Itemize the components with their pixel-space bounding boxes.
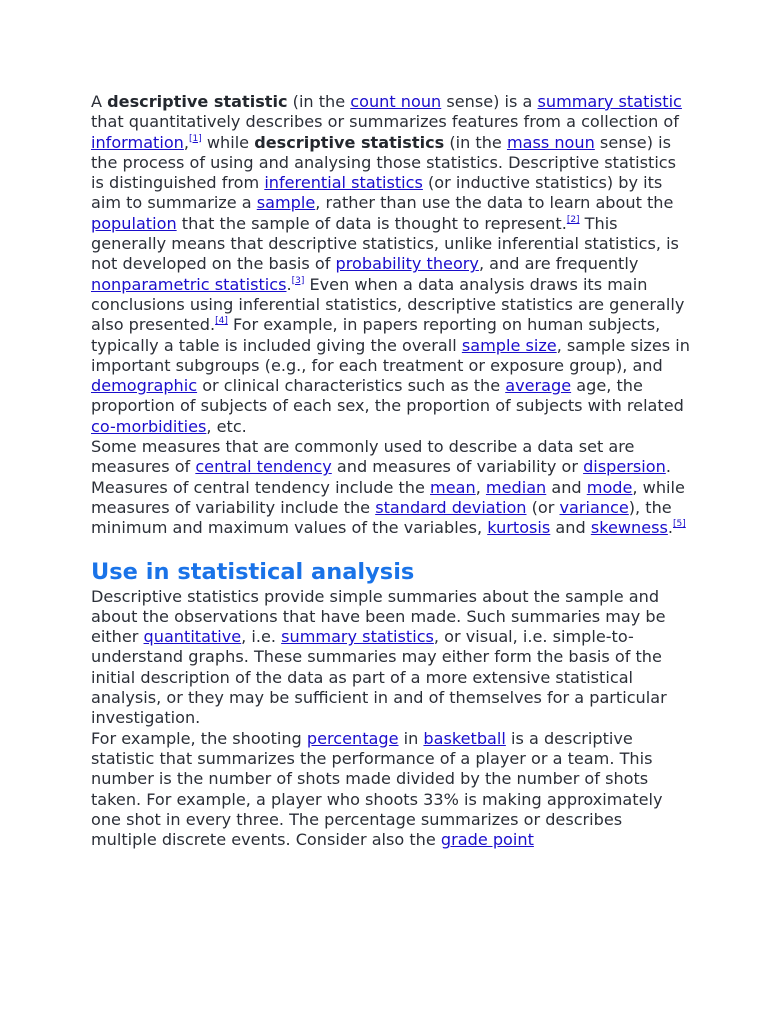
text: sense) is the process of using and analysing those statistics. Descriptive statistics is distinguished from [91, 132, 677, 193]
text: , etc. [206, 416, 247, 436]
link-co-morbidities[interactable]: co-morbidities [91, 416, 207, 436]
link-variance[interactable]: variance [559, 497, 629, 517]
text: Descriptive statistics provide simple summaries about the sample and about the observations that have been made. Such summaries may be either [91, 586, 666, 647]
link-average[interactable]: average [505, 376, 572, 396]
text: , or visual, i.e. simple-to-understand graphs. These summaries may either form the basis of the initial description of the data as part of a more extensive statistical analysis, or they may be sufficient in and of themselves for a particular investigation. [91, 627, 667, 728]
link-mass-noun[interactable]: mass noun [506, 132, 595, 152]
link-skewness[interactable]: skewness [590, 518, 668, 538]
link-percentage[interactable]: percentage [306, 728, 399, 748]
text: in [398, 728, 424, 748]
text: (in the [287, 92, 351, 111]
link-mode[interactable]: mode [586, 477, 633, 497]
link-probability-theory[interactable]: probability theory [335, 254, 479, 274]
example-paragraph [91, 729, 691, 851]
link-grade-point[interactable]: grade point [440, 830, 534, 850]
text: (or inductive statistics) by its aim to summarize a [91, 173, 663, 213]
link-demographic[interactable]: demographic [91, 376, 198, 396]
bold-term: descriptive statistic [107, 92, 288, 111]
text: is a descriptive statistic that summarizes the performance of a player or a team. This number is the number of shots made divided by the number of shots taken. For example, a player who shoots 33% is making approximately one shot in every three. The percentage summarizes or describes multiple discrete events. Consider also the [91, 728, 663, 850]
citation-link-2[interactable]: [2] [566, 214, 580, 225]
text: , [475, 477, 486, 497]
link-sample-size[interactable]: sample size [461, 335, 557, 355]
link-information[interactable]: information [91, 132, 184, 152]
text: , [183, 132, 190, 152]
link-inferential-statistics[interactable]: inferential statistics [264, 173, 423, 193]
text: age, the proportion of subjects of each sex, the proportion of subjects with related [91, 376, 684, 416]
link-summary-statistic[interactable]: summary statistic [537, 92, 682, 111]
link-basketball[interactable]: basketball [423, 728, 506, 748]
section-heading: Use in statistical analysis [91, 558, 415, 585]
link-population[interactable]: population [91, 213, 177, 233]
text: Some measures that are commonly used to describe a data set are measures of [91, 437, 635, 477]
text: that quantitatively describes or summarizes features from a collection of [91, 112, 679, 132]
text: (or [526, 497, 560, 517]
citation-link-5[interactable]: [5] [673, 519, 686, 530]
text: while [201, 132, 255, 152]
text: , while measures of variability include the [91, 477, 685, 517]
bold-term: descriptive statistics [254, 132, 445, 152]
text: and [550, 518, 591, 538]
analysis-paragraph [91, 587, 691, 729]
text: For example, in papers reporting on human subjects, typically a table is included giving the overall [91, 315, 661, 355]
citation-link-4[interactable]: [4] [215, 316, 228, 327]
text: ), the minimum and maximum values of the variables, [91, 497, 672, 538]
citation-1 [189, 134, 202, 144]
intro-paragraph [91, 92, 691, 437]
text: (in the [444, 132, 507, 152]
text: . [667, 518, 674, 538]
measures-paragraph [91, 437, 691, 538]
link-mean[interactable]: mean [430, 477, 476, 497]
link-nonparametric-statistics[interactable]: nonparametric statistics [91, 274, 287, 294]
link-central-tendency[interactable]: central tendency [195, 457, 332, 477]
citation-4 [215, 316, 228, 326]
citation-3 [292, 276, 305, 286]
text: . Measures of central tendency include the [91, 457, 671, 497]
text: , i.e. [241, 627, 282, 647]
text: , and are frequently [478, 254, 639, 274]
link-kurtosis[interactable]: kurtosis [487, 518, 551, 538]
link-count-noun[interactable]: count noun [350, 92, 442, 111]
text: or clinical characteristics such as the [197, 376, 506, 396]
citation-2 [567, 215, 580, 225]
text: sense) is a [441, 92, 538, 111]
text: A [91, 92, 108, 111]
text: , sample sizes in important subgroups (e.g., for each treatment or exposure group), and [91, 335, 690, 375]
text: that the sample of data is thought to represent. [176, 213, 567, 233]
citation-5 [673, 519, 686, 529]
link-summary-statistics[interactable]: summary statistics [281, 627, 434, 647]
citation-link-3[interactable]: [3] [291, 275, 305, 286]
text: For example, the shooting [91, 728, 307, 748]
text: This generally means that descriptive statistics, unlike inferential statistics, is not developed on the basis of [91, 213, 679, 274]
link-median[interactable]: median [485, 477, 547, 497]
link-standard-deviation[interactable]: standard deviation [375, 497, 527, 517]
link-quantitative[interactable]: quantitative [143, 627, 242, 647]
link-sample[interactable]: sample [256, 193, 316, 213]
article-body [91, 92, 691, 850]
link-dispersion[interactable]: dispersion [583, 457, 666, 477]
citation-link-1[interactable]: [1] [189, 133, 202, 144]
text: , rather than use the data to learn about the [315, 193, 674, 213]
text: and [546, 477, 587, 497]
text: Even when a data analysis draws its main conclusions using inferential statistics, descriptive statistics are generally also presented. [91, 274, 685, 335]
text: . [286, 274, 292, 294]
text: and measures of variability or [331, 457, 584, 477]
